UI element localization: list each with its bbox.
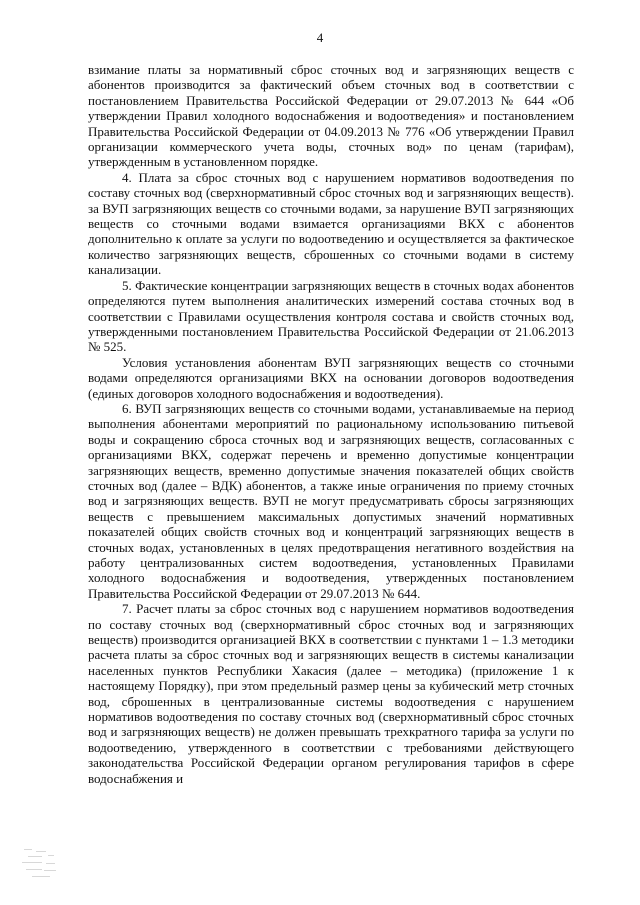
paragraph-item-5: 5. Фактические концентрации загрязняющих веществ в сточных водах абонентов определяются путем выполнения аналитических измерений состава сточных вод в соответствии с Правилами осуществления контроля состава и свойств сточных вод, утвержденными постановлением Правительства Российской Федерации от 21.06.2013 № 525. — [88, 277, 574, 355]
paragraph-conditions: Условия установления абонентам ВУП загрязняющих веществ со сточными водами определяются организациями ВКХ на основании договоров водоотведения (единых договоров холодного водоснабжения и водоотведения). — [88, 354, 574, 401]
document-body — [88, 62, 574, 786]
faint-margin-marks — [18, 845, 88, 885]
paragraph-item-4: 4. Плата за сброс сточных вод с нарушением нормативов водоотведения по составу сточных вод (сверхнормативный сброс сточных вод и загрязняющих веществ). за ВУП загрязняющих веществ со сточными водами, за нарушение ВУП загрязняющих веществ со сточными водами взимается организациями ВКХ с абонентов дополнительно к оплате за услуги по водоотведению и осуществляется за фактическое количество загрязняющих веществ, сброшенных со сточными водами в систему канализации. — [88, 169, 574, 278]
page-number: 4 — [316, 30, 324, 45]
paragraph-continuation: взимание платы за нормативный сброс сточных вод и загрязняющих веществ с абонентов производится за фактический объем сточных вод в соответствии с постановлением Правительства Российской Федерации от 29.07.2013 № 644 «Об утверждении Правил холодного водоснабжения и водоотведения» и постановлением Правительства Российской Федерации от 04.09.2013 № 776 «Об утверждении Правил организации коммерческого учета воды, сточных вод» по ценам (тарифам), утвержденным в установленном порядке. — [88, 62, 574, 170]
paragraph-item-7: 7. Расчет платы за сброс сточных вод с нарушением нормативов водоотведения по составу сточных вод (сверхнормативный сброс сточных вод и загрязняющих веществ) производится организацией ВКХ в соответствии с пунктами 1 – 1.3 методики расчета платы за сброс сточных вод и загрязняющих веществ в системы канализации населенных пунктов Республики Хакасия (далее – методика) (приложение 1 к настоящему Порядку), при этом предельный размер цены за кубический метр сточных вод, сброшенных в централизованные системы водоотведения с нарушением нормативов водоотведения по составу сточных вод (сверхнормативный сброс сточных вод и загрязняющих веществ) не должен превышать трехкратного тарифа за услуги по водоотведению, утвержденного в соответствии с требованиями действующего законодательства Российской Федерации органом регулирования тарифов в сфере водоснабжения и — [88, 601, 574, 786]
paragraph-item-6: 6. ВУП загрязняющих веществ со сточными водами, устанавливаемые на период выполнения абонентами мероприятий по рациональному использованию питьевой воды и сокращению сброса сточных вод и загрязняющих веществ, согласованных с организациями ВКХ, содержат перечень и временно допустимые концентрации загрязняющих веществ, временно допустимые значения показателей общих свойств сточных вод (далее – ВДК) абонентов, а также иные ограничения по приему сточных вод и загрязняющих веществ. ВУП не могут предусматривать сбросы загрязняющих веществ с превышением максимальных допустимых значений нормативных показателей общих свойств сточных вод и концентраций загрязняющих веществ в сточных водах, установленных в целях предотвращения негативного воздействия на работу централизованных систем водоотведения, установленных Правилами холодного водоснабжения и водоотведения, утвержденных постановлением Правительства Российской Федерации от 29.07.2013 № 644. — [88, 400, 574, 601]
